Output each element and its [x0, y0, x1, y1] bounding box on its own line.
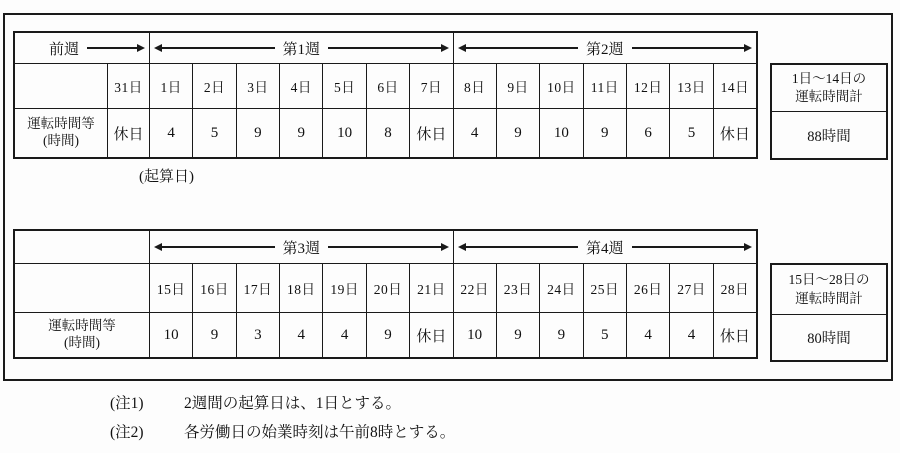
day-cell-31: 31日 [108, 64, 149, 108]
day-cell-6: 6日 [367, 64, 409, 108]
arrow-line [162, 47, 275, 49]
arrow-left-icon [154, 243, 162, 251]
value-cell: 9 [237, 109, 279, 157]
value-cell: 休日 [714, 109, 756, 157]
day-cell-22: 22日 [454, 264, 496, 312]
week4-label: 第4週 [586, 240, 624, 257]
value-cell: 9 [497, 109, 539, 157]
arrow-right-icon [744, 44, 752, 52]
row-label-line1: 運転時間等 [48, 318, 116, 334]
day-cell-1: 1日 [150, 64, 192, 108]
summary-title [772, 265, 886, 315]
value-cell: 5 [193, 109, 235, 157]
empty-cell [15, 264, 149, 312]
value-cell: 9 [193, 313, 235, 357]
value-cell: 9 [280, 109, 322, 157]
row-label-line1: 運転時間等 [27, 116, 95, 132]
arrow-line [328, 47, 441, 49]
footnote-2-label: (注2) [110, 424, 144, 441]
summary-title-line2: 運転時間計 [795, 290, 863, 306]
row-label-line2: (時間) [64, 335, 100, 350]
value-cell: 4 [150, 109, 192, 157]
day-cell-26: 26日 [627, 264, 669, 312]
prev-week-label: 前週 [49, 41, 80, 58]
header-week3 [150, 231, 453, 263]
summary-box-days-1-14 [770, 63, 888, 160]
arrow-right-icon [441, 44, 449, 52]
summary-total: 80時間 [807, 331, 851, 347]
footnotes [110, 391, 455, 449]
day-cell-5: 5日 [323, 64, 365, 108]
day-cell-15: 15日 [150, 264, 192, 312]
row-label-driving-hours [15, 313, 149, 357]
arrow-left-icon [458, 44, 466, 52]
header-prev-week [15, 33, 149, 63]
value-cell: 4 [323, 313, 365, 357]
week1-label: 第1週 [282, 41, 321, 58]
arrow-right-icon [744, 243, 752, 251]
value-cell: 10 [150, 313, 192, 357]
arrow-line [87, 47, 137, 49]
arrow-line [466, 246, 579, 248]
value-cell: 4 [627, 313, 669, 357]
header-week4 [454, 231, 757, 263]
summary-total: 88時間 [807, 128, 851, 145]
day-cell-25: 25日 [584, 264, 626, 312]
value-cell: 5 [584, 313, 626, 357]
arrow-left-icon [458, 243, 466, 251]
value-cell: 9 [584, 109, 626, 157]
day-cell-9: 9日 [497, 64, 539, 108]
value-cell: 9 [367, 313, 409, 357]
day-cell-8: 8日 [454, 64, 496, 108]
value-cell: 8 [367, 109, 409, 157]
day-cell-4: 4日 [280, 64, 322, 108]
value-cell: 10 [540, 109, 582, 157]
day-cell-13: 13日 [670, 64, 712, 108]
day-cell-17: 17日 [237, 264, 279, 312]
day-cell-24: 24日 [540, 264, 582, 312]
day-cell-20: 20日 [367, 264, 409, 312]
table-weeks-1-2 [13, 31, 758, 159]
day-cell-23: 23日 [497, 264, 539, 312]
header-week1 [150, 33, 453, 63]
day-cell-27: 27日 [670, 264, 712, 312]
arrow-right-icon [441, 243, 449, 251]
week3-label: 第3週 [282, 240, 321, 257]
arrow-line [632, 47, 745, 49]
day-cell-7: 7日 [410, 64, 452, 108]
day-cell-11: 11日 [584, 64, 626, 108]
header-week2 [454, 33, 757, 63]
empty-cell [15, 64, 107, 108]
arrow-line [328, 246, 441, 248]
day-cell-19: 19日 [323, 264, 365, 312]
row-label-driving-hours [15, 109, 107, 157]
value-cell: 休日 [410, 109, 452, 157]
start-day-note: (起算日) [139, 169, 194, 185]
day-cell-14: 14日 [714, 64, 756, 108]
value-cell: 休日 [108, 109, 149, 157]
value-cell: 休日 [410, 313, 452, 357]
value-cell: 3 [237, 313, 279, 357]
value-cell: 4 [280, 313, 322, 357]
summary-title [772, 65, 886, 112]
day-cell-2: 2日 [193, 64, 235, 108]
value-cell: 5 [670, 109, 712, 157]
footnote-1 [110, 391, 455, 413]
arrow-left-icon [154, 44, 162, 52]
day-cell-3: 3日 [237, 64, 279, 108]
value-cell: 6 [627, 109, 669, 157]
value-cell: 9 [497, 313, 539, 357]
day-cell-12: 12日 [627, 64, 669, 108]
summary-box-days-15-28 [770, 263, 888, 362]
summary-title-line1: 15日～28日の [788, 272, 870, 288]
value-cell: 10 [323, 109, 365, 157]
week2-label: 第2週 [586, 41, 624, 58]
day-cell-28: 28日 [714, 264, 756, 312]
outer-frame [3, 13, 893, 381]
footnote-2-text: 各労働日の始業時刻は午前8時とする。 [184, 424, 456, 441]
empty-cell [15, 231, 149, 263]
day-cell-16: 16日 [193, 264, 235, 312]
day-cell-18: 18日 [280, 264, 322, 312]
day-cell-10: 10日 [540, 64, 582, 108]
day-cell-21: 21日 [410, 264, 452, 312]
arrow-right-icon [137, 44, 145, 52]
table-weeks-3-4 [13, 229, 758, 359]
value-cell: 4 [454, 109, 496, 157]
row-label-line2: (時間) [43, 133, 79, 148]
footnote-2 [110, 420, 455, 442]
footnote-1-text: 2週間の起算日は、1日とする。 [184, 395, 402, 412]
value-cell: 4 [670, 313, 712, 357]
summary-title-line2: 運転時間計 [795, 89, 863, 104]
arrow-line [162, 246, 275, 248]
value-cell: 9 [540, 313, 582, 357]
arrow-line [466, 47, 579, 49]
summary-title-line1: 1日～14日の [791, 70, 867, 86]
value-cell: 10 [454, 313, 496, 357]
value-cell: 休日 [714, 313, 756, 357]
footnote-1-label: (注1) [110, 395, 144, 412]
arrow-line [632, 246, 745, 248]
